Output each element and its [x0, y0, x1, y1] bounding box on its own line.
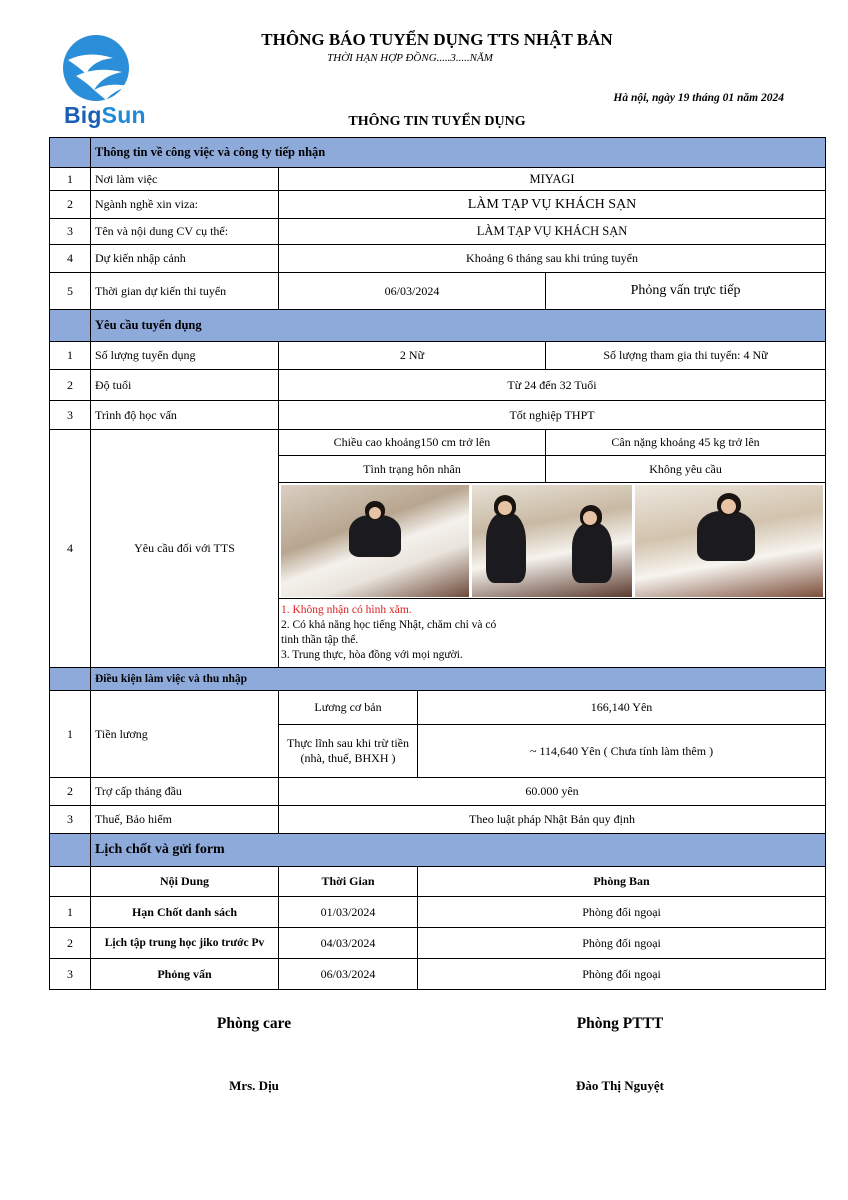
- education-level: Tốt nghiệp THPT: [279, 401, 826, 430]
- row-label: Tên và nội dung CV cụ thể:: [91, 219, 279, 245]
- row-number: 3: [50, 219, 91, 245]
- photo-cell: [279, 483, 826, 599]
- row-label: Trợ cấp tháng đầu: [91, 778, 279, 806]
- row-label: Số lượng tuyển dụng: [91, 342, 279, 370]
- hotel-photo-1: [281, 485, 469, 597]
- schedule-header: [50, 834, 826, 867]
- row-number: 1: [50, 342, 91, 370]
- table-row: [50, 430, 826, 456]
- table-row: [50, 806, 826, 834]
- table-row: [50, 219, 826, 245]
- row-label: Dự kiến nhập cảnh: [91, 245, 279, 273]
- table-row: [50, 370, 826, 401]
- column-header-dept: Phòng Ban: [418, 867, 826, 897]
- base-salary-label: Lương cơ bản: [279, 691, 418, 725]
- visa-occupation: LÀM TẠP VỤ KHÁCH SẠN: [279, 191, 826, 219]
- table-row: [50, 245, 826, 273]
- requirements-header: [50, 310, 826, 342]
- note-teamwork: tinh thần tập thể.: [281, 634, 359, 646]
- exam-participants: Số lượng tham gia thi tuyển: 4 Nữ: [546, 342, 826, 370]
- schedule-content: Phỏng vấn: [91, 959, 279, 990]
- row-label: Trình độ học vấn: [91, 401, 279, 430]
- schedule-time: 04/03/2024: [279, 928, 418, 959]
- work-conditions-heading: Điều kiện làm việc và thu nhập: [91, 668, 826, 691]
- schedule-time: 06/03/2024: [279, 959, 418, 990]
- job-info-heading: Thông tin về công việc và công ty tiếp nhận: [91, 138, 826, 168]
- marital-status-value: Không yêu cầu: [546, 456, 826, 483]
- marital-status-label: Tình trạng hôn nhân: [279, 456, 546, 483]
- job-description: LÀM TẠP VỤ KHÁCH SẠN: [279, 219, 826, 245]
- right-department: Phòng PTTT: [576, 1015, 664, 1032]
- schedule-time: 01/03/2024: [279, 897, 418, 928]
- row-number: 1: [50, 168, 91, 191]
- hotel-photo-3: [635, 485, 823, 597]
- table-row: [50, 342, 826, 370]
- document-date: Hà nội, ngày 19 tháng 01 năm 2024: [613, 92, 784, 104]
- note-no-tattoo: 1. Không nhận có hình xăm.: [281, 604, 412, 616]
- row-number: 2: [50, 778, 91, 806]
- row-number: 4: [50, 430, 91, 668]
- net-salary-value: ~ 114,640 Yên ( Chưa tính làm thêm ): [418, 725, 826, 778]
- right-signer-name: Đào Thị Nguyệt: [576, 1078, 664, 1093]
- weight-requirement: Cân nặng khoảng 45 kg trở lên: [546, 430, 826, 456]
- row-label: Thuế, Bảo hiểm: [91, 806, 279, 834]
- recruit-quantity: 2 Nữ: [279, 342, 546, 370]
- note-honesty: 3. Trung thực, hòa đồng với mọi người.: [281, 649, 463, 661]
- tts-requirements-label: Yêu cầu đối với TTS: [91, 430, 279, 668]
- job-info-header: [50, 138, 826, 168]
- schedule-dept: Phòng đối ngoại: [418, 928, 826, 959]
- table-row: [50, 191, 826, 219]
- schedule-content: Hạn Chốt danh sách: [91, 897, 279, 928]
- recruitment-table: [49, 137, 826, 990]
- row-number: 2: [50, 370, 91, 401]
- expected-entry: Khoảng 6 tháng sau khi trúng tuyển: [279, 245, 826, 273]
- salary-label: Tiền lương: [91, 691, 279, 778]
- schedule-dept: Phòng đối ngoại: [418, 897, 826, 928]
- age-range: Từ 24 đến 32 Tuổi: [279, 370, 826, 401]
- table-row: [50, 401, 826, 430]
- hotel-photo-2: [472, 485, 632, 597]
- row-number: 3: [50, 959, 91, 990]
- row-label: Độ tuổi: [91, 370, 279, 401]
- first-month-allowance: 60.000 yên: [279, 778, 826, 806]
- left-signer-name: Mrs. Dịu: [229, 1078, 279, 1093]
- row-number: 2: [50, 928, 91, 959]
- height-requirement: Chiều cao khoảng150 cm trở lên: [279, 430, 546, 456]
- left-department: Phòng care: [216, 1015, 292, 1032]
- row-number: 1: [50, 897, 91, 928]
- contract-duration: THỜI HẠN HỢP ĐỒNG.....3.....NĂM: [327, 52, 493, 64]
- net-salary-label-line2: (nhà, thuế, BHXH ): [300, 751, 396, 765]
- page-title: THÔNG BÁO TUYỂN DỤNG TTS NHẬT BẢN: [261, 30, 613, 49]
- schedule-heading: Lịch chốt và gửi form: [91, 834, 826, 867]
- exam-type: Phỏng vấn trực tiếp: [546, 273, 826, 310]
- table-row: [50, 897, 826, 928]
- table-row: [50, 273, 826, 310]
- net-salary-label-line1: Thực lĩnh sau khi trừ tiền: [287, 736, 409, 750]
- note-japanese: 2. Có khả năng học tiếng Nhật, chăm chỉ và có: [281, 619, 497, 631]
- column-header-time: Thời Gian: [279, 867, 418, 897]
- row-label: Nơi làm việc: [91, 168, 279, 191]
- row-number: 5: [50, 273, 91, 310]
- row-number: 1: [50, 691, 91, 778]
- table-row: [50, 959, 826, 990]
- table-row: [50, 778, 826, 806]
- row-number: 3: [50, 401, 91, 430]
- table-row: [50, 691, 826, 725]
- column-header-content: Nội Dung: [91, 867, 279, 897]
- table-row: [50, 928, 826, 959]
- logo-text: BigSun: [64, 102, 146, 128]
- work-conditions-header: [50, 668, 826, 691]
- base-salary-value: 166,140 Yên: [418, 691, 826, 725]
- row-label: Ngành nghề xin viza:: [91, 191, 279, 219]
- row-number: 3: [50, 806, 91, 834]
- schedule-column-headers: [50, 867, 826, 897]
- row-label: Thời gian dự kiến thi tuyển: [91, 273, 279, 310]
- row-number: 4: [50, 245, 91, 273]
- row-number: 2: [50, 191, 91, 219]
- tts-notes: [279, 599, 826, 668]
- work-location: MIYAGI: [279, 168, 826, 191]
- net-salary-label: [279, 725, 418, 778]
- table-row: [50, 168, 826, 191]
- requirements-heading: Yêu cầu tuyển dụng: [91, 310, 826, 342]
- schedule-dept: Phòng đối ngoại: [418, 959, 826, 990]
- tax-insurance: Theo luật pháp Nhật Bản quy định: [279, 806, 826, 834]
- exam-date: 06/03/2024: [279, 273, 546, 310]
- section-title: THÔNG TIN TUYỂN DỤNG: [348, 114, 526, 129]
- schedule-content: Lịch tập trung học jiko trước Pv: [91, 928, 279, 959]
